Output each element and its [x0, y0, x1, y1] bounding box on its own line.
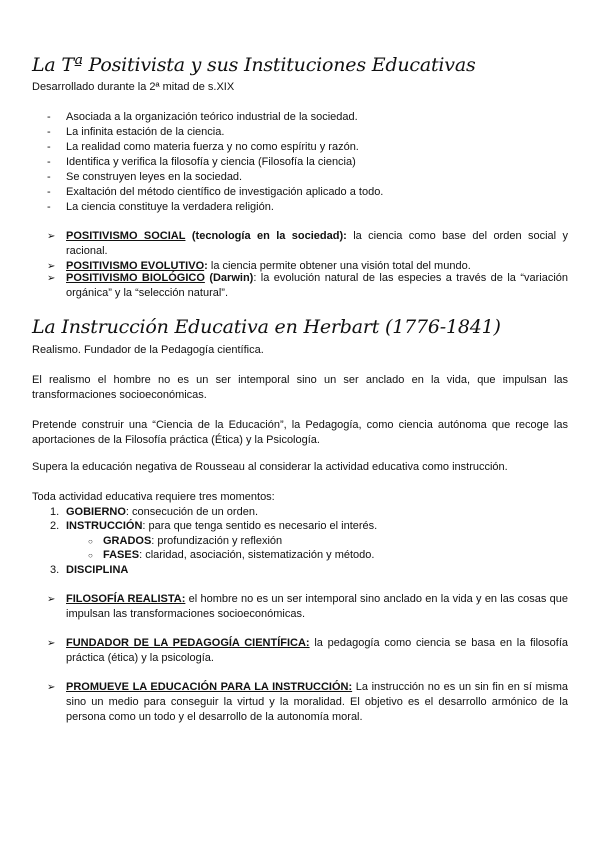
point-text: la ciencia permite obtener una visión total del mundo. [207, 260, 471, 272]
sub-item [103, 548, 563, 563]
point-text: : la evolución natural de las especies a través de la “variación orgánica” y la “selección natural”. [66, 272, 568, 299]
point-text: el hombre no es un ser intemporal sino anclado en la vida y en las cosas que impulsan las transformaciones socioeconómicas. [66, 593, 568, 620]
list-number: 2. [50, 520, 60, 532]
moment-text: : para que tenga sentido es necesario el interés. [142, 520, 378, 532]
list-bullet: - [47, 141, 51, 153]
sub-text: : claridad, asociación, sistematización y método. [139, 549, 375, 561]
arrow-bullet-icon: ➢ [47, 682, 56, 693]
list-bullet: - [47, 201, 51, 213]
list-number: 3. [50, 564, 60, 576]
moment-term: GOBIERNO [66, 506, 126, 518]
intro-text: Realismo. Fundador de la Pedagogía científica. [32, 344, 264, 356]
point-qualifier: (tecnología en la sociedad): [191, 230, 347, 242]
moment-term: DISCIPLINA [66, 564, 129, 576]
list-item: Se construyen leyes en la sociedad. [66, 171, 243, 183]
sub-item [103, 534, 563, 549]
point-text: la ciencia como base del orden social y racional. [66, 230, 569, 257]
list-bullet: - [47, 111, 51, 123]
sub-term: GRADOS [103, 535, 152, 547]
list-item: La ciencia constituye la verdadera religión. [66, 201, 274, 213]
paragraph: Pretende construir una “Ciencia de la Educación”, la Pedagogía, como ciencia autónoma que recoge las aportaciones de la Filosofía práctica (Ética) y la Psicología. [32, 419, 568, 446]
moment-item [66, 519, 566, 534]
list-item: Identifica y verifica la filosofía y ciencia (Filosofía la ciencia) [66, 156, 356, 168]
circle-bullet-icon: ○ [88, 537, 93, 546]
list-bullet: - [47, 126, 51, 138]
point-qualifier: (Darwin) [209, 272, 254, 284]
point-qualifier: : [204, 260, 208, 272]
point-text: La instrucción no es un sin fin en sí misma sino un medio para conseguir la virtud y la moralidad. El objetivo es el desarrollo armónico de la persona como un todo y el desarrollo de la autonomía moral. [66, 681, 568, 723]
list-number: 1. [50, 506, 60, 518]
list-item: La realidad como materia fuerza y no como espíritu y razón. [66, 141, 359, 153]
list-bullet: - [47, 156, 51, 168]
point-filosofia-realista [66, 592, 568, 622]
list-item: Exaltación del método científico de investigación aplicado a todo. [66, 186, 384, 198]
point-term: POSITIVISMO SOCIAL [66, 230, 186, 242]
circle-bullet-icon: ○ [88, 551, 93, 560]
moment-term: INSTRUCCIÓN [66, 520, 143, 532]
point-term: FILOSOFÍA REALISTA: [66, 593, 186, 605]
list-bullet: - [47, 171, 51, 183]
moment-item [66, 563, 566, 578]
point-term: POSITIVISMO BIOLÓGICO [66, 272, 205, 284]
arrow-bullet-icon: ➢ [47, 273, 56, 284]
sub-text: : profundización y reflexión [151, 535, 283, 547]
section-subtitle: Desarrollado durante la 2ª mitad de s.XIX [32, 81, 235, 93]
section-title-herbart: La Instrucción Educativa en Herbart (1776-1841) [32, 316, 501, 338]
point-term: POSITIVISMO EVOLUTIVO [66, 260, 205, 272]
moments-intro: Toda actividad educativa requiere tres momentos: [32, 491, 275, 503]
list-bullet: - [47, 186, 51, 198]
paragraph: Supera la educación negativa de Rousseau al considerar la actividad educativa como instrucción. [32, 461, 508, 473]
point-fundador [66, 636, 568, 666]
arrow-bullet-icon: ➢ [47, 261, 56, 272]
arrow-bullet-icon: ➢ [47, 231, 56, 242]
point-positivismo-biologico [66, 271, 568, 301]
list-item: La infinita estación de la ciencia. [66, 126, 225, 138]
moment-text: : consecución de un orden. [125, 506, 258, 518]
point-text: la pedagogía como ciencia se basa en la filosofía práctica (ética) y la psicología. [66, 637, 568, 664]
list-item: Asociada a la organización teórico industrial de la sociedad. [66, 111, 358, 123]
point-positivismo-social [66, 229, 568, 259]
moment-item [66, 505, 566, 520]
sub-term: FASES [103, 549, 140, 561]
point-term: PROMUEVE LA EDUCACIÓN PARA LA INSTRUCCIÓN: [66, 681, 353, 693]
section-title-positivista: La Tª Positivista y sus Instituciones Educativas [32, 54, 476, 76]
point-promueve [66, 680, 568, 725]
arrow-bullet-icon: ➢ [47, 594, 56, 605]
point-term: FUNDADOR DE LA PEDAGOGÍA CIENTÍFICA: [66, 637, 310, 649]
paragraph: El realismo el hombre no es un ser intemporal sino un ser anclado en la vida, que impulsan las transformaciones socioeconómicas. [32, 374, 568, 401]
arrow-bullet-icon: ➢ [47, 638, 56, 649]
